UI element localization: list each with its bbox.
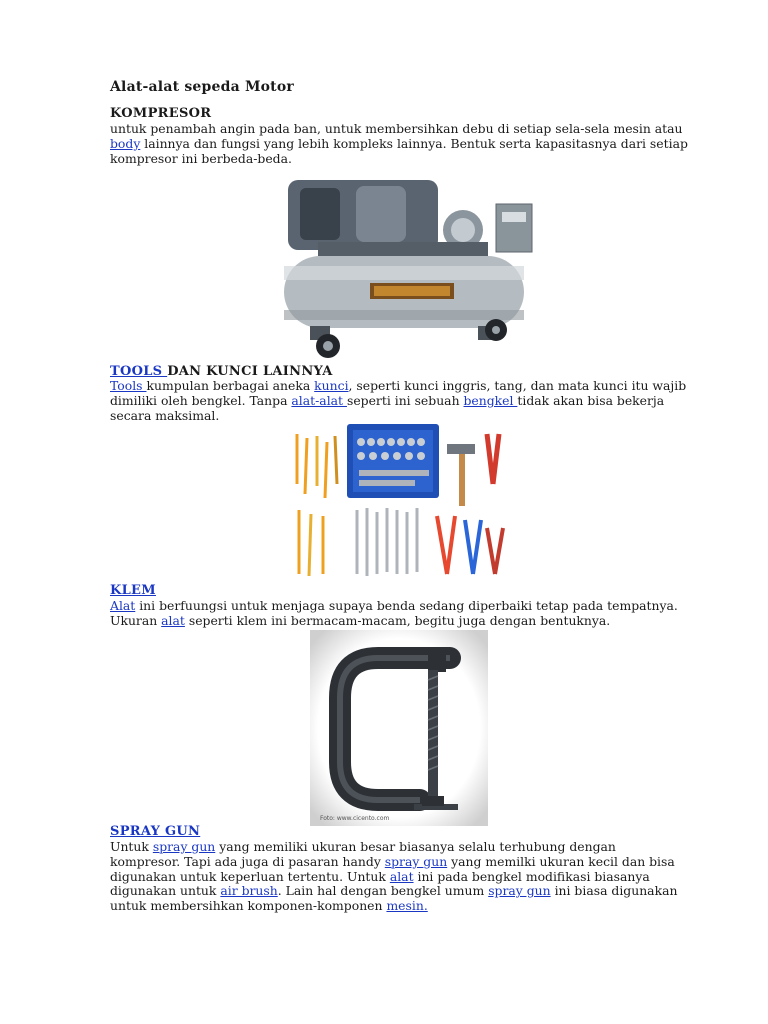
section-heading-klem [110,583,156,598]
section-heading-kompresor: KOMPRESOR [110,106,212,121]
link-alat-2[interactable]: alat [161,612,185,628]
kompresor-paragraph: untuk penambah angin pada ban, untuk membersihkan debu di setiap sela-sela mesin atau body lainnya dan fungsi yang lebih kompleks lainnya. Bentuk serta kapasitasnya dari setiap kompresor ini berbeda-beda. [110,121,688,166]
link-spray-gun-2[interactable]: spray gun [384,853,448,869]
link-tools-heading[interactable]: TOOLS [110,364,168,379]
link-spray-gun-heading[interactable]: SPRAY GUN [110,824,201,839]
tools-set-image [287,424,511,584]
link-mesin[interactable]: mesin. [386,898,428,914]
image-caption: Foto: www.cicento.com [320,815,390,822]
link-spray-gun-3[interactable]: spray gun [488,883,551,899]
link-kunci[interactable]: kunci [314,378,349,393]
link-tools[interactable]: Tools [110,378,147,393]
link-alat-3[interactable]: alat [389,868,414,884]
c-clamp-image [310,630,488,826]
link-klem-heading[interactable]: KLEM [110,583,156,598]
klem-paragraph: Alat ini berfuungsi untuk menjaga supaya benda sedang diperbaiki tetap pada tempatnya. Ukuran alat seperti klem ini bermacam-macam, begitu juga dengan bentuknya. [110,598,678,628]
compressor-image [258,172,540,364]
spray-gun-paragraph: Untuk spray gun yang memiliki ukuran besar biasanya selalu terhubung dengan kompresor. Tapi ada juga di pasaran handy spray gun yang memilki ukuran kecil dan bisa digunakan untuk keperluan tertentu. Untuk alat ini pada bengkel modifikasi biasanya digunakan untuk air brush. Lain hal dengan bengkel umum spray gun ini biasa digunakan untuk membersihkan komponen-komponen mesin. [110,839,678,914]
page-title: Alat-alat sepeda Motor [110,79,294,95]
link-air-brush[interactable]: air brush [220,883,278,899]
link-alat-alat[interactable]: alat-alat [291,392,347,408]
link-spray-gun-1[interactable]: spray gun [152,839,216,854]
link-bengkel[interactable]: bengkel [463,392,518,408]
link-alat[interactable]: Alat [110,598,136,613]
section-heading-spray-gun [110,824,200,839]
tools-paragraph: Tools kumpulan berbagai aneka kunci, seperti kunci inggris, tang, dan mata kunci itu wajib dimiliki oleh bengkel. Tanpa alat-alat seperti ini sebuah bengkel tidak akan bisa bekerja secara maksimal. [110,378,687,423]
section-heading-tools: TOOLS DAN KUNCI LAINNYA [110,364,333,379]
link-body[interactable]: body [110,135,141,151]
